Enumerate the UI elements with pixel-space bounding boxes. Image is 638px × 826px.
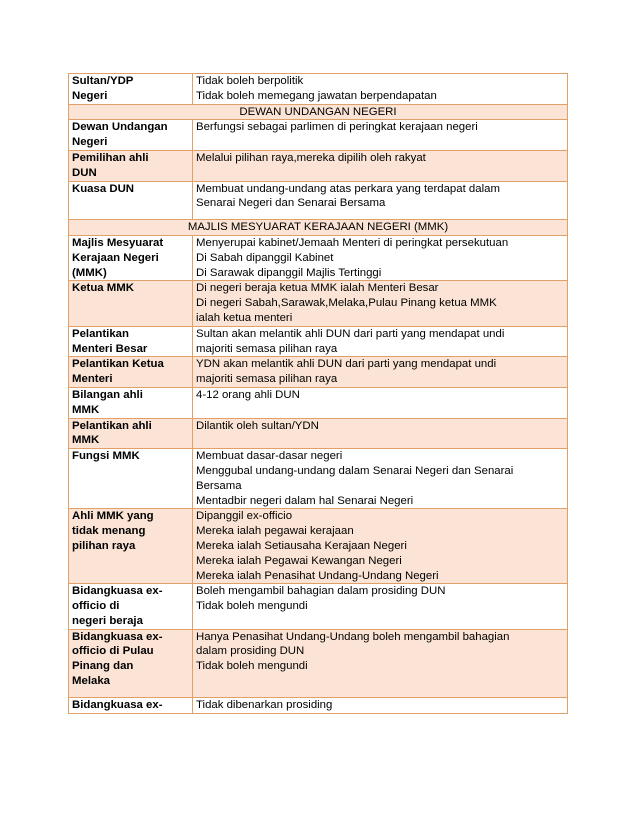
row-value-line: Menggubal undang-undang dalam Senarai Negeri dan Senarai xyxy=(196,464,514,477)
row-value xyxy=(193,629,568,697)
row-value-line: Mereka ialah pegawai kerajaan xyxy=(196,525,354,538)
row-label-line: Ketua MMK xyxy=(72,282,135,295)
row-value xyxy=(193,509,568,584)
table-row xyxy=(69,326,568,357)
row-label-line: Bidangkuasa ex- xyxy=(72,630,163,643)
row-label xyxy=(69,150,193,181)
row-label-line: Pelantikan ahli xyxy=(72,419,152,432)
row-value-line: majoriti semasa pilihan raya xyxy=(196,342,338,355)
row-label xyxy=(69,120,193,151)
row-label-line: pilihan raya xyxy=(72,539,136,552)
row-value-line: 4-12 orang ahli DUN xyxy=(196,388,300,401)
row-value-line: Dilantik oleh sultan/YDN xyxy=(196,419,319,432)
row-label-line: (MMK) xyxy=(72,266,107,279)
table-row xyxy=(69,387,568,418)
row-value xyxy=(193,584,568,629)
section-title-text: MAJLIS MESYUARAT KERAJAAN NEGERI (MMK) xyxy=(187,221,449,234)
section-title-text: DEWAN UNDANGAN NEGERI xyxy=(239,105,397,118)
row-label-line: negeri beraja xyxy=(72,614,143,627)
table-row xyxy=(69,74,568,105)
section-title xyxy=(69,104,568,120)
row-label-line: Kuasa DUN xyxy=(72,182,135,195)
row-value xyxy=(193,387,568,418)
row-label xyxy=(69,74,193,105)
row-label-line: MMK xyxy=(72,403,100,416)
row-label-line: officio di Pulau xyxy=(72,645,154,658)
table-row xyxy=(69,509,568,584)
table-row xyxy=(69,150,568,181)
row-value xyxy=(193,326,568,357)
row-value-line: Boleh mengambil bahagian dalam prosiding DUN xyxy=(196,585,446,598)
row-value-line: Mentadbir negeri dalam hal Senarai Negeri xyxy=(196,494,414,507)
row-value-line: Sultan akan melantik ahli DUN dari parti yang mendapat undi xyxy=(196,327,505,340)
table-row xyxy=(69,357,568,388)
row-value-line: Mereka ialah Setiausaha Kerajaan Negeri xyxy=(196,539,407,552)
row-label-line: Sultan/YDP xyxy=(72,75,134,87)
row-value-line: Mereka ialah Penasihat Undang-Undang Negeri xyxy=(196,569,439,582)
row-label-line: Menteri xyxy=(72,373,113,386)
row-value-line: Hanya Penasihat Undang-Undang boleh mengambil bahagian xyxy=(196,630,510,643)
table-row xyxy=(69,120,568,151)
row-value xyxy=(193,120,568,151)
row-value xyxy=(193,418,568,449)
row-label-line: officio di xyxy=(72,600,120,613)
table-row xyxy=(69,418,568,449)
section-title xyxy=(69,220,568,236)
row-value-line: Berfungsi sebagai parlimen di peringkat kerajaan negeri xyxy=(196,121,478,134)
row-value xyxy=(193,449,568,509)
row-label-line: Fungsi MMK xyxy=(72,450,140,463)
row-label-line: Melaka xyxy=(72,675,110,688)
row-label xyxy=(69,357,193,388)
row-value-line: Tidak boleh berpolitik xyxy=(196,75,304,87)
row-value xyxy=(193,697,568,713)
row-label xyxy=(69,629,193,697)
info-table-body xyxy=(69,74,568,714)
row-label-line: tidak menang xyxy=(72,525,146,538)
row-label-line: Bilangan ahli xyxy=(72,388,143,401)
row-value xyxy=(193,181,568,220)
row-value-line: dalam prosiding DUN xyxy=(196,645,305,658)
row-value-line: Membuat undang-undang atas perkara yang terdapat dalam xyxy=(196,182,500,195)
row-value xyxy=(193,235,568,280)
row-label-line: Majlis Mesyuarat xyxy=(72,236,164,249)
row-label-line: Pinang dan xyxy=(72,660,134,673)
row-label-line: Pelantikan xyxy=(72,327,129,340)
table-row xyxy=(69,235,568,280)
row-label-line: Bidangkuasa ex- xyxy=(72,585,163,598)
row-value-line: ialah ketua menteri xyxy=(196,311,293,324)
row-value-line: Mereka ialah Pegawai Kewangan Negeri xyxy=(196,554,402,567)
row-label-line: Pelantikan Ketua xyxy=(72,358,164,371)
row-label-line: Ahli MMK yang xyxy=(72,510,154,523)
row-label-line: Negeri xyxy=(72,136,108,149)
row-value-line: Di negeri beraja ketua MMK ialah Menteri Besar xyxy=(196,282,439,295)
row-value xyxy=(193,74,568,105)
row-label-line: Kerajaan Negeri xyxy=(72,251,159,264)
row-label-line: Pemilihan ahli xyxy=(72,151,149,164)
row-label xyxy=(69,181,193,220)
row-value-line: Menyerupai kabinet/Jemaah Menteri di peringkat persekutuan xyxy=(196,236,509,249)
row-value-line: Bersama xyxy=(196,479,242,492)
section-header-row xyxy=(69,104,568,120)
row-value-line: Membuat dasar-dasar negeri xyxy=(196,450,343,463)
table-row xyxy=(69,281,568,326)
section-header-row xyxy=(69,220,568,236)
row-value xyxy=(193,357,568,388)
row-value-line: Tidak boleh memegang jawatan berpendapatan xyxy=(196,89,437,102)
row-value xyxy=(193,281,568,326)
row-value-line: Tidak boleh mengundi xyxy=(196,600,308,613)
table-row xyxy=(69,584,568,629)
row-value-line: Senarai Negeri dan Senarai Bersama xyxy=(196,197,386,210)
table-row xyxy=(69,629,568,697)
row-value-line: Di Sabah dipanggil Kabinet xyxy=(196,251,334,264)
row-label xyxy=(69,418,193,449)
row-value-line: Dipanggil ex-officio xyxy=(196,510,293,523)
row-label xyxy=(69,449,193,509)
table-row xyxy=(69,449,568,509)
row-value-line: Di Sarawak dipanggil Majlis Tertinggi xyxy=(196,266,382,279)
row-value-line: Tidak boleh mengundi xyxy=(196,660,308,673)
row-value-line: YDN akan melantik ahli DUN dari parti yang mendapat undi xyxy=(196,358,497,371)
row-value-line: Tidak dibenarkan prosiding xyxy=(196,698,333,711)
row-label xyxy=(69,509,193,584)
table-row xyxy=(69,697,568,713)
row-label-line: DUN xyxy=(72,166,97,179)
row-value-line: Melalui pilihan raya,mereka dipilih oleh rakyat xyxy=(196,151,426,164)
row-label xyxy=(69,281,193,326)
row-label-line: MMK xyxy=(72,434,100,447)
row-value-line: majoriti semasa pilihan raya xyxy=(196,373,338,386)
table-row xyxy=(69,181,568,220)
info-table xyxy=(68,73,568,714)
row-label-line: Negeri xyxy=(72,89,108,102)
row-label xyxy=(69,697,193,713)
row-label xyxy=(69,326,193,357)
row-label xyxy=(69,387,193,418)
row-label-line: Menteri Besar xyxy=(72,342,148,355)
row-value-line: Di negeri Sabah,Sarawak,Melaka,Pulau Pinang ketua MMK xyxy=(196,297,497,310)
row-value xyxy=(193,150,568,181)
row-label-line: Bidangkuasa ex- xyxy=(72,698,163,711)
row-label xyxy=(69,235,193,280)
row-label xyxy=(69,584,193,629)
row-label-line: Dewan Undangan xyxy=(72,121,168,134)
